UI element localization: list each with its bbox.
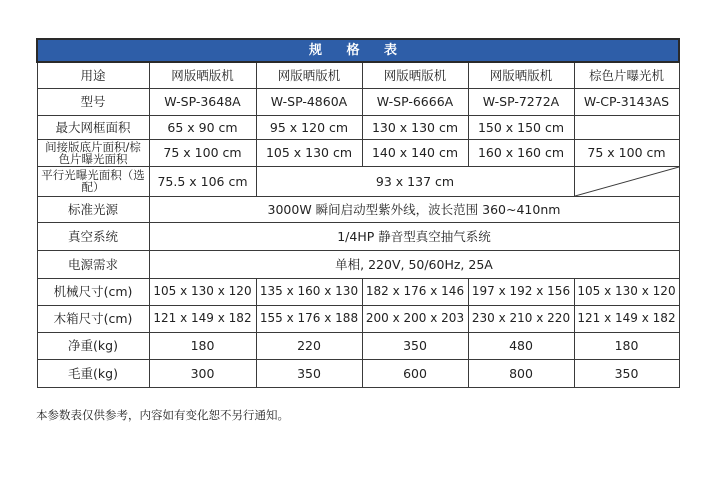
row-label: 电源需求 — [37, 250, 149, 278]
table-cell: 200 x 200 x 203 — [362, 305, 468, 332]
diagonal-empty-cell — [574, 166, 679, 196]
table-cell: 220 — [256, 332, 362, 359]
table-cell: 网版晒版机 — [256, 62, 362, 88]
table-cell: 121 x 149 x 182 — [574, 305, 679, 332]
table-cell: 95 x 120 cm — [256, 115, 362, 139]
table-cell: 300 — [149, 359, 256, 387]
row-label: 真空系统 — [37, 222, 149, 250]
table-cell: W-SP-6666A — [362, 88, 468, 115]
row-label: 净重(kg) — [37, 332, 149, 359]
table-cell: W-SP-7272A — [468, 88, 574, 115]
table-cell: 600 — [362, 359, 468, 387]
table-cell-span: 1/4HP 静音型真空抽气系统 — [149, 222, 679, 250]
table-cell: 105 x 130 x 120 — [574, 278, 679, 305]
table-cell: 130 x 130 cm — [362, 115, 468, 139]
table-cell: 480 — [468, 332, 574, 359]
table-row — [37, 139, 679, 166]
table-cell-span: 3000W 瞬间启动型紫外线，波长范围 360~410nm — [149, 196, 679, 222]
table-cell: 182 x 176 x 146 — [362, 278, 468, 305]
table-cell: 155 x 176 x 188 — [256, 305, 362, 332]
row-label: 平行光曝光面积（选配） — [37, 166, 149, 196]
table-cell: 150 x 150 cm — [468, 115, 574, 139]
table-cell: 65 x 90 cm — [149, 115, 256, 139]
table-row — [37, 115, 679, 139]
table-cell: 棕色片曝光机 — [574, 62, 679, 88]
table-cell: W-SP-4860A — [256, 88, 362, 115]
table-row — [37, 222, 679, 250]
table-row — [37, 278, 679, 305]
table-cell — [574, 115, 679, 139]
table-cell: 230 x 210 x 220 — [468, 305, 574, 332]
table-cell: 350 — [574, 359, 679, 387]
table-cell: 75 x 100 cm — [149, 139, 256, 166]
row-label: 最大网框面积 — [37, 115, 149, 139]
table-cell: 135 x 160 x 130 — [256, 278, 362, 305]
table-cell: 网版晒版机 — [468, 62, 574, 88]
table-cell: W-CP-3143AS — [574, 88, 679, 115]
table-cell: 350 — [362, 332, 468, 359]
table-row — [37, 166, 679, 196]
table-cell: 网版晒版机 — [362, 62, 468, 88]
table-title: 规 格 表 — [37, 39, 679, 62]
table-row — [37, 250, 679, 278]
table-cell: 121 x 149 x 182 — [149, 305, 256, 332]
spec-table — [36, 38, 680, 388]
table-cell: 160 x 160 cm — [468, 139, 574, 166]
table-row — [37, 332, 679, 359]
table-cell: 350 — [256, 359, 362, 387]
row-label: 用途 — [37, 62, 149, 88]
table-cell-span: 93 x 137 cm — [256, 166, 574, 196]
table-cell: 75 x 100 cm — [574, 139, 679, 166]
table-cell: 180 — [149, 332, 256, 359]
table-cell: 197 x 192 x 156 — [468, 278, 574, 305]
row-label: 毛重(kg) — [37, 359, 149, 387]
row-label: 机械尺寸(cm) — [37, 278, 149, 305]
row-label: 标准光源 — [37, 196, 149, 222]
table-row — [37, 359, 679, 387]
table-cell: 105 x 130 cm — [256, 139, 362, 166]
table-row — [37, 196, 679, 222]
table-row — [37, 62, 679, 88]
table-cell: 180 — [574, 332, 679, 359]
table-cell: 140 x 140 cm — [362, 139, 468, 166]
table-row — [37, 88, 679, 115]
table-cell: W-SP-3648A — [149, 88, 256, 115]
table-row — [37, 305, 679, 332]
table-cell-span: 单相, 220V, 50/60Hz, 25A — [149, 250, 679, 278]
row-label: 间接版底片面积/棕色片曝光面积 — [37, 139, 149, 166]
footnote: 本参数表仅供参考，内容如有变化恕不另行通知。 — [36, 408, 289, 422]
row-label: 型号 — [37, 88, 149, 115]
row-label: 木箱尺寸(cm) — [37, 305, 149, 332]
table-cell: 800 — [468, 359, 574, 387]
table-cell: 75.5 x 106 cm — [149, 166, 256, 196]
diagonal-line — [575, 167, 679, 196]
table-cell: 105 x 130 x 120 — [149, 278, 256, 305]
table-cell: 网版晒版机 — [149, 62, 256, 88]
